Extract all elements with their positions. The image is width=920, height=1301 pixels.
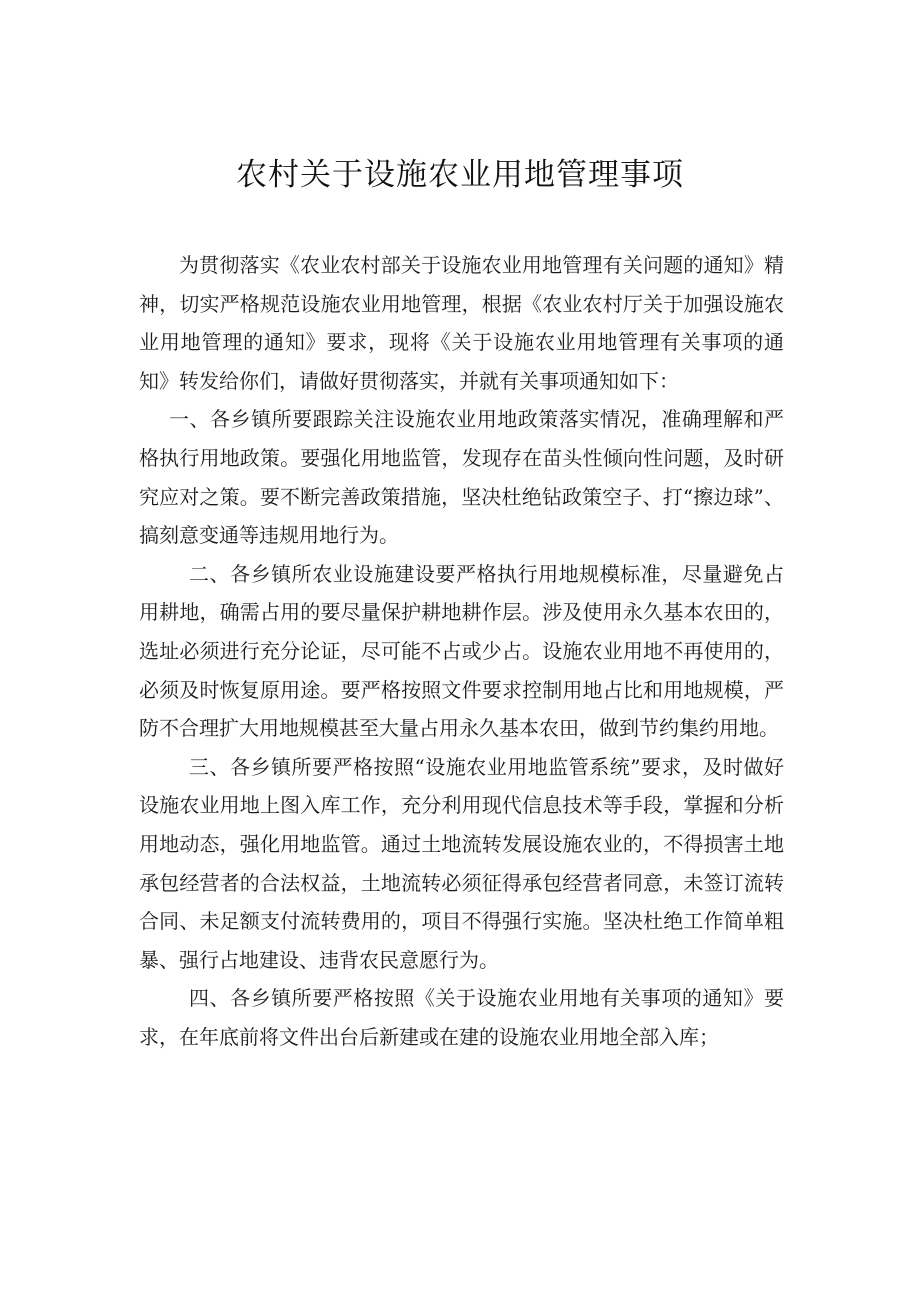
paragraph-intro: 为贯彻落实《农业农村部关于设施农业用地管理有关问题的通知》精神，切实严格规范设施农业用地管理，根据《农业农村厅关于加强设施农业用地管理的通知》要求，现将《关于设施农业用地管理有关事项的通知》转发给你们，请做好贯彻落实，并就有关事项通知如下： [139, 253, 784, 393]
paragraph-item-4: 四、各乡镇所要严格按照《关于设施农业用地有关事项的通知》要求，在年底前将文件出台后新建或在建的设施农业用地全部入库； [139, 986, 784, 1049]
document-title: 农村关于设施农业用地管理事项 [236, 157, 684, 193]
paragraph-item-2: 二、各乡镇所农业设施建设要严格执行用地规模标准，尽量避免占用耕地，确需占用的要尽量保护耕地耕作层。涉及使用永久基本农田的，选址必须进行充分论证，尽可能不占或少占。设施农业用地不再使用的，必须及时恢复原用途。要严格按照文件要求控制用地占比和用地规模，严防不合理扩大用地规模甚至大量占用永久基本农田，做到节约集约用地。 [139, 561, 784, 741]
paragraph-item-3: 三、各乡镇所要严格按照“设施农业用地监管系统”要求，及时做好设施农业用地上图入库工作，充分利用现代信息技术等手段，掌握和分析用地动态，强化用地监管。通过土地流转发展设施农业的，不得损害土地承包经营者的合法权益，土地流转必须征得承包经营者同意，未签订流转合同、未足额支付流转费用的，项目不得强行实施。坚决杜绝工作简单粗暴、强行占地建设、违背农民意愿行为。 [139, 754, 784, 972]
document-body [139, 246, 784, 1056]
paragraph-item-1: 一、各乡镇所要跟踪关注设施农业用地政策落实情况，准确理解和严格执行用地政策。要强化用地监管，发现存在苗头性倾向性问题，及时研究应对之策。要不断完善政策措施，坚决杜绝钻政策空子、打“擦边球”、搞刻意变通等违规用地行为。 [139, 407, 784, 548]
